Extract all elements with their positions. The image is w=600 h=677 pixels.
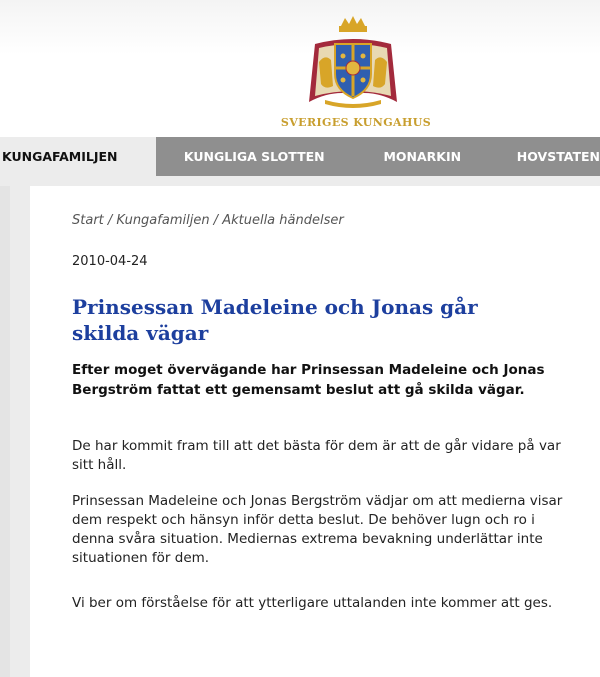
breadcrumb[interactable]: Start / Kungafamiljen / Aktuella händelser — [72, 213, 344, 228]
article-paragraph: Vi ber om förståelse för att ytterligare uttalanden inte kommer att ges. — [72, 595, 553, 611]
site-header — [0, 0, 600, 137]
brand-title: SVERIGES KUNGAHUS — [280, 116, 432, 129]
article-lead: Efter moget övervägande har Prinsessan Madeleine och Jonas Bergström fattat ett gemensamt beslut att gå skilda vägar. — [72, 362, 545, 398]
nav-item-hovstaten[interactable]: HOVSTATEN — [516, 149, 600, 164]
article-content — [30, 186, 600, 677]
article-title: Prinsessan Madeleine och Jonas går skilda vägar — [72, 295, 478, 345]
main-navigation — [0, 137, 600, 176]
article-paragraph: De har kommit fram till att det bästa för dem är att de går vidare på var sitt håll. — [72, 438, 561, 473]
nav-item-kungliga-slotten[interactable]: KUNGLIGA SLOTTEN — [183, 149, 325, 164]
nav-item-monarkin[interactable]: MONARKIN — [383, 149, 462, 164]
article-date: 2010-04-24 — [72, 254, 148, 269]
nav-item-kungafamiljen[interactable]: KUNGAFAMILJEN — [0, 137, 156, 176]
left-sidebar-strip — [0, 186, 10, 677]
article-paragraph: Prinsessan Madeleine och Jonas Bergström vädjar om att medierna visar dem respekt och hänsyn inför detta beslut. De behöver lugn och ro i denna svåra situation. Mediernas extrema bevakning underlättar inte situationen för dem. — [72, 493, 563, 566]
royal-coat-of-arms-icon[interactable] — [305, 16, 401, 112]
